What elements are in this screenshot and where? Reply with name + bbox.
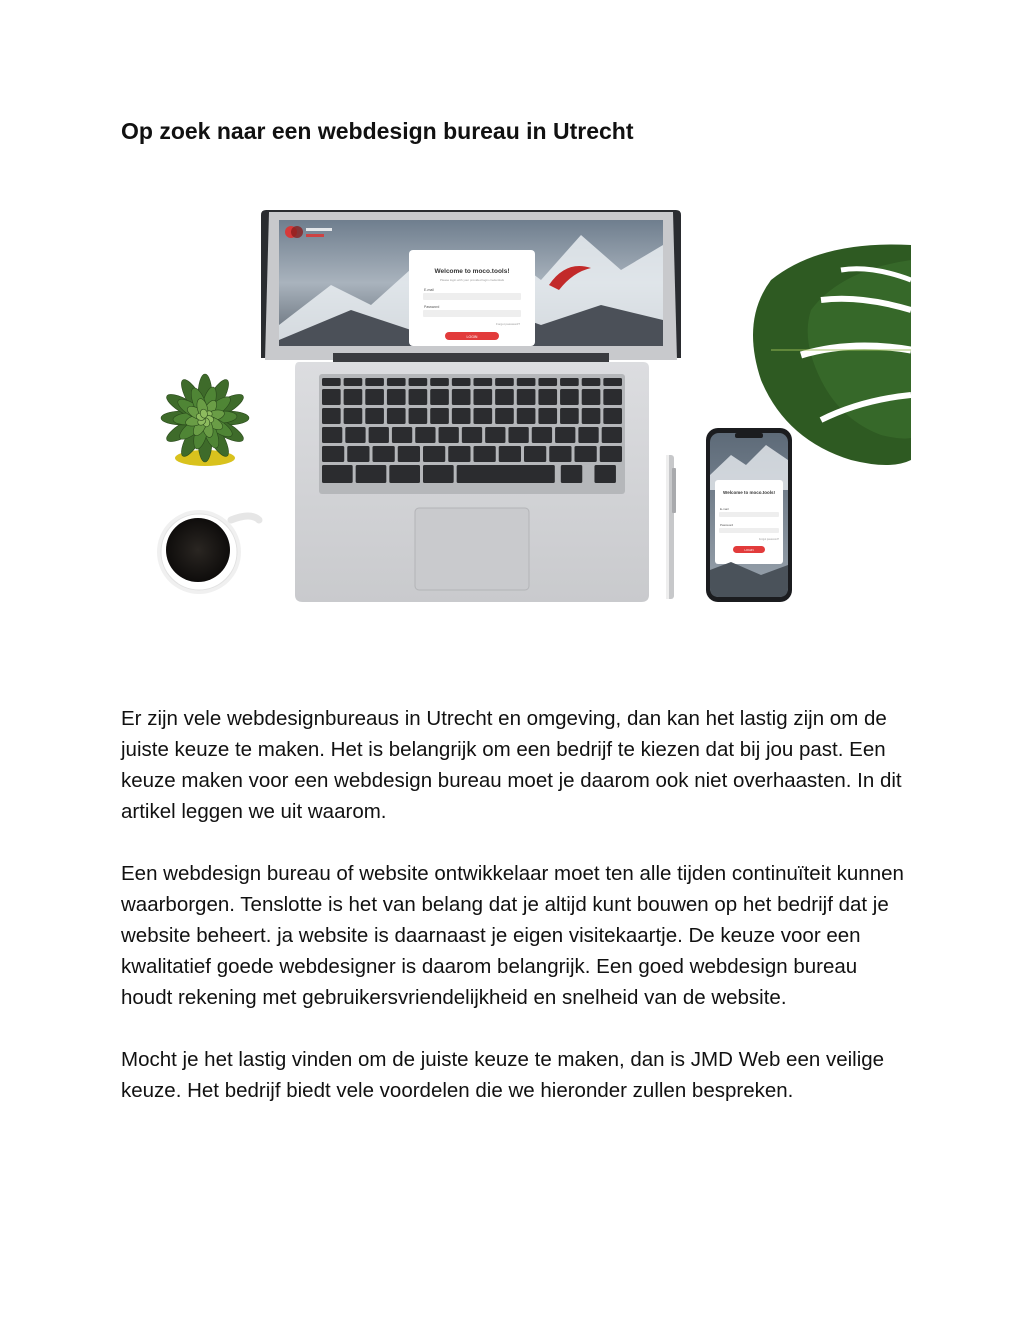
- paragraph-1: Er zijn vele webdesignbureaus in Utrecht en omgeving, dan kan het lastig zijn om de juiste keuze te maken. Het is belangrijk om een bedrijf te kiezen dat bij jou past. Een keuze maken voor een webdesign bureau moet je daarom ook niet overhaasten. In dit artikel leggen we uit waarom.: [121, 707, 902, 823]
- keyboard-key: [560, 389, 579, 405]
- keyboard-key: [322, 465, 353, 483]
- keyboard-key: [387, 408, 406, 424]
- keyboard-key: [538, 389, 557, 405]
- keyboard-key: [508, 427, 528, 443]
- keyboard-key: [409, 389, 428, 405]
- keyboard-key: [409, 378, 428, 386]
- keyboard-key: [549, 446, 571, 462]
- keyboard-key: [495, 389, 514, 405]
- keyboard-key: [345, 427, 365, 443]
- laptop-welcome: Welcome to moco.tools!: [434, 268, 510, 275]
- keyboard-key: [517, 389, 536, 405]
- keyboard-key: [561, 465, 582, 483]
- keyboard-key: [600, 446, 622, 462]
- keyboard-key: [603, 389, 622, 405]
- pen: [666, 455, 676, 599]
- keyboard-key: [430, 389, 449, 405]
- keyboard-key: [356, 465, 387, 483]
- keyboard-key: [344, 378, 363, 386]
- keyboard-key: [369, 427, 389, 443]
- laptop-forgot: Forgot password?: [495, 322, 520, 326]
- keyboard-key: [517, 408, 536, 424]
- keyboard-key: [452, 408, 471, 424]
- keyboard-key: [560, 378, 579, 386]
- laptop-email-label: E-mail: [424, 288, 434, 292]
- phone-email-label: E-mail: [720, 507, 729, 511]
- keyboard-key: [344, 408, 363, 424]
- keyboard-key: [423, 465, 454, 483]
- keyboard-key: [365, 408, 384, 424]
- keyboard-key: [538, 408, 557, 424]
- keyboard-key: [524, 446, 546, 462]
- phone: [706, 428, 792, 602]
- hero-image: [121, 190, 911, 620]
- keyboard-key: [430, 408, 449, 424]
- keyboard-key: [452, 378, 471, 386]
- paragraph-2: Een webdesign bureau of website ontwikkelaar moet ten alle tijden continuïteit kunnen waarborgen. Tenslotte is het van belang dat je altijd kunt bouwen op het bedrijf dat je website beheert. ja website is daarnaast je eigen visitekaartje. De keuze voor een kwalitatief goede webdesigner is daarom belangrijk. Een goed webdesign bureau houdt rekening met gebruikersvriendelijkheid en snelheid van de website.: [121, 862, 904, 1009]
- laptop-login-card: [409, 250, 535, 346]
- keyboard-key: [389, 465, 420, 483]
- keyboard-key: [322, 446, 344, 462]
- keyboard-key: [499, 446, 521, 462]
- keyboard-key: [415, 427, 435, 443]
- succulent-plant: [161, 374, 249, 466]
- trackpad: [415, 508, 529, 590]
- keyboard-key: [485, 427, 505, 443]
- keyboard-key: [555, 427, 575, 443]
- keyboard-key: [322, 378, 341, 386]
- phone-password-label: Password: [720, 523, 734, 527]
- phone-welcome: Welcome to moco.tools!: [723, 490, 775, 495]
- keyboard-key: [582, 408, 601, 424]
- keyboard-key: [474, 408, 493, 424]
- keyboard-key: [578, 427, 598, 443]
- keyboard-key: [347, 446, 369, 462]
- phone-forgot: Forgot password?: [758, 538, 779, 541]
- keyboard-key: [457, 465, 555, 483]
- article-body: [121, 703, 911, 1137]
- keyboard-key: [322, 408, 341, 424]
- laptop-password-field: [423, 310, 521, 317]
- keyboard-key: [344, 389, 363, 405]
- keyboard-key: [322, 427, 342, 443]
- page-title: Op zoek naar een webdesign bureau in Utrecht: [121, 118, 634, 144]
- laptop-subtitle: Please login with your provided login credentials: [439, 278, 505, 282]
- laptop: [261, 210, 681, 602]
- keyboard-key: [602, 427, 622, 443]
- keyboard-key: [452, 389, 471, 405]
- phone-login-label: LOGIN: [744, 548, 754, 552]
- keyboard-key: [594, 465, 615, 483]
- keyboard-key: [462, 427, 482, 443]
- keyboard-key: [560, 408, 579, 424]
- keyboard-key: [603, 408, 622, 424]
- keyboard-key: [392, 427, 412, 443]
- keyboard-key: [398, 446, 420, 462]
- keyboard-key: [474, 378, 493, 386]
- keyboard-key: [575, 446, 597, 462]
- laptop-password-label: Password: [424, 305, 440, 309]
- phone-email-field: [719, 512, 779, 517]
- keyboard-key: [538, 378, 557, 386]
- paragraph-3: Mocht je het lastig vinden om de juiste keuze te maken, dan is JMD Web een veilige keuze. Het bedrijf biedt vele voordelen die we hieronder zullen bespreken.: [121, 1048, 885, 1102]
- keyboard-key: [474, 446, 496, 462]
- laptop-login-label: LOGIN: [466, 335, 478, 339]
- keyboard-key: [365, 378, 384, 386]
- keyboard-key: [409, 408, 428, 424]
- keyboard-key: [495, 408, 514, 424]
- keyboard-key: [423, 446, 445, 462]
- laptop-email-field: [423, 293, 521, 300]
- keyboard-key: [439, 427, 459, 443]
- keyboard-key: [582, 378, 601, 386]
- keyboard-key: [373, 446, 395, 462]
- phone-password-field: [719, 528, 779, 533]
- keyboard-key: [603, 378, 622, 386]
- keyboard-key: [495, 378, 514, 386]
- keyboard-key: [517, 378, 536, 386]
- keyboard-key: [387, 389, 406, 405]
- keyboard-key: [430, 378, 449, 386]
- keyboard-key: [474, 389, 493, 405]
- keyboard-key: [322, 389, 341, 405]
- keyboard-key: [387, 378, 406, 386]
- keyboard-key: [448, 446, 470, 462]
- keyboard-key: [365, 389, 384, 405]
- coffee-cup: [157, 510, 259, 594]
- keyboard-key: [532, 427, 552, 443]
- keyboard-key: [582, 389, 601, 405]
